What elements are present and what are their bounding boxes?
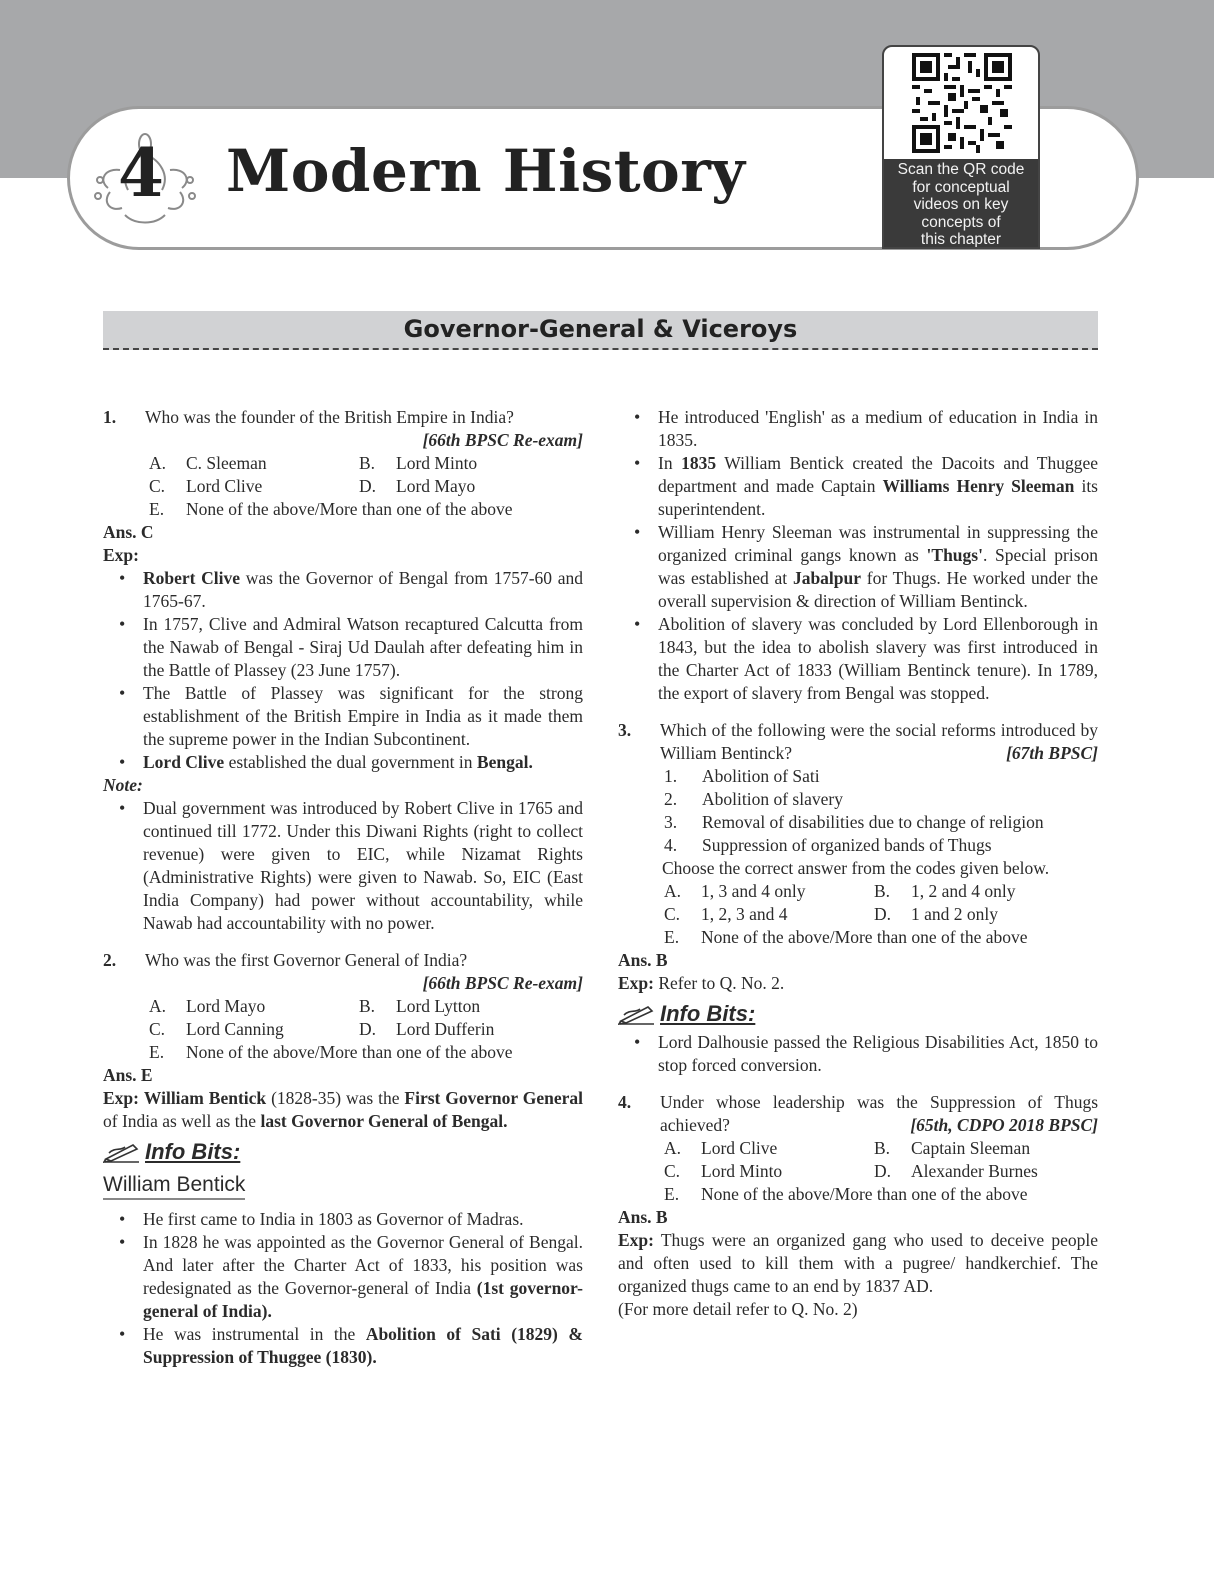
text: Under whose leadership was the Suppression of Thugs achieved? bbox=[660, 1092, 1098, 1135]
info-bits-title: Info Bits: bbox=[145, 1138, 241, 1164]
explanation-label: Exp: bbox=[103, 545, 139, 565]
question-source: [67th BPSC] bbox=[1006, 743, 1098, 763]
question-number: 1. bbox=[103, 407, 117, 427]
question-1 bbox=[103, 406, 583, 429]
option-d bbox=[874, 903, 1084, 926]
answer: Ans. B bbox=[618, 950, 668, 970]
question-source: [65th, CDPO 2018 BPSC] bbox=[910, 1115, 1098, 1135]
chapter-title: Modern History bbox=[226, 137, 746, 205]
option-a bbox=[149, 995, 359, 1018]
option-e bbox=[664, 926, 1098, 949]
explanation-list bbox=[103, 567, 583, 774]
option-letter: C. bbox=[149, 1019, 166, 1039]
text: (1828-35) was the bbox=[266, 1088, 405, 1108]
left-column bbox=[103, 406, 583, 1369]
info-bits-heading bbox=[103, 1139, 583, 1163]
option-letter: C. bbox=[664, 1161, 681, 1181]
option-text: None of the above/More than one of the above bbox=[186, 499, 513, 519]
text: Which of the following were the social reforms introduced by William Bentinck? bbox=[660, 720, 1098, 763]
option-letter: A. bbox=[149, 996, 167, 1016]
option-text: C. Sleeman bbox=[186, 453, 267, 473]
option-text: None of the above/More than one of the above bbox=[701, 927, 1028, 947]
explanation bbox=[618, 972, 1098, 995]
qr-caption-line: concepts of bbox=[921, 213, 1001, 231]
text: . Special prison was established at bbox=[658, 545, 1098, 588]
statement-text: Suppression of organized bands of Thugs bbox=[702, 835, 992, 855]
statement-number: 1. bbox=[664, 766, 678, 786]
bold-text: Robert Clive bbox=[143, 568, 241, 588]
question-text: Who was the first Governor General of India? bbox=[145, 950, 468, 970]
option-letter: D. bbox=[359, 1019, 377, 1039]
text: In bbox=[658, 453, 682, 473]
option-a bbox=[664, 1137, 874, 1160]
text: of India as well as the bbox=[103, 1111, 261, 1131]
list-item: • He first came to India in 1803 as Governor of Madras. bbox=[103, 1208, 583, 1231]
bold-text: First Governor General bbox=[404, 1088, 584, 1108]
statement-text: Abolition of Sati bbox=[702, 766, 820, 786]
question-text: Who was the founder of the British Empire in India? bbox=[145, 407, 514, 427]
bold-text: Abolition of Sati (1829) bbox=[365, 1324, 558, 1344]
bold-text: last Governor General of Bengal. bbox=[260, 1111, 508, 1131]
option-e bbox=[149, 498, 583, 521]
bold-text: & Suppression of Thuggee (1830). bbox=[143, 1324, 583, 1367]
pen-icon bbox=[618, 1001, 656, 1025]
list-item: • Abolition of slavery was concluded by Lord Ellenborough in 1843, but the idea to abolish slavery was first introduced in the Charter Act of 1833 (William Bentinck tenure). In 1789, the export of slavery from Bengal was stopped. bbox=[618, 613, 1098, 705]
list-item bbox=[103, 751, 583, 774]
text: William Henry Sleeman was instrumental in suppressing the organized criminal gangs known as bbox=[658, 522, 1098, 565]
question-4 bbox=[618, 1091, 1098, 1137]
qr-code-icon[interactable] bbox=[912, 53, 1012, 153]
option-text: Captain Sleeman bbox=[911, 1138, 1031, 1158]
question-number: 3. bbox=[618, 720, 632, 740]
bold-text: Bengal. bbox=[476, 752, 533, 772]
list-item: • He introduced 'English' as a medium of education in India in 1835. bbox=[618, 406, 1098, 452]
question-text bbox=[660, 1091, 1098, 1137]
pen-icon bbox=[103, 1139, 141, 1163]
bold-text: 'Thugs' bbox=[926, 545, 983, 565]
option-c bbox=[664, 1160, 874, 1183]
bold-text: Lord Clive bbox=[143, 752, 225, 772]
option-letter: C. bbox=[149, 476, 166, 496]
option-d bbox=[359, 475, 569, 498]
statement-number: 2. bbox=[664, 789, 678, 809]
question-source: [66th BPSC Re-exam] bbox=[422, 973, 583, 993]
list-item bbox=[618, 521, 1098, 613]
text: Thugs were an organized gang who used to deceive people and often used to kill them with a pugree/ handkerchief. The organized thugs came to an end by 1837 AD. bbox=[618, 1230, 1098, 1296]
question-2 bbox=[103, 949, 583, 972]
list-item: • Lord Dalhousie passed the Religious Disabilities Act, 1850 to stop forced conversion. bbox=[618, 1031, 1098, 1077]
option-c bbox=[149, 475, 359, 498]
option-text: Lord Mayo bbox=[396, 476, 476, 496]
option-text: Lord Mayo bbox=[186, 996, 266, 1016]
option-c bbox=[149, 1018, 359, 1041]
option-letter: E. bbox=[664, 927, 680, 947]
explanation-label: Exp: bbox=[103, 1088, 139, 1108]
text: Refer to Q. No. 2. bbox=[653, 973, 785, 993]
list-item bbox=[103, 1231, 583, 1323]
qr-caption-line: videos on key bbox=[913, 196, 1009, 213]
info-list bbox=[103, 1208, 583, 1369]
explanation bbox=[103, 1087, 583, 1133]
explanation-label: Exp: bbox=[618, 1230, 654, 1250]
statement-number: 3. bbox=[664, 812, 678, 832]
section-title: Governor-General & Viceroys bbox=[403, 315, 798, 343]
option-text: Lord Clive bbox=[186, 476, 263, 496]
options bbox=[149, 995, 583, 1064]
subheading: William Bentick bbox=[103, 1173, 245, 1200]
question-3 bbox=[618, 719, 1098, 765]
text: its superintendent. bbox=[658, 476, 1098, 519]
option-letter: C. bbox=[664, 904, 681, 924]
list-item: • Dual government was introduced by Robert Clive in 1765 and continued till 1772. Under this Diwani Rights (right to collect revenue) were given to EIC, while Nizamat Rights (Administrative Rights) were given to Nawab. So, EIC (East India Company) had power without accountability, while Nawab had accountability with no power. bbox=[103, 797, 583, 935]
qr-caption bbox=[884, 159, 1038, 249]
info-bits-heading bbox=[618, 1001, 1098, 1025]
chapter-number: 4 bbox=[118, 134, 164, 212]
section-header bbox=[103, 311, 1098, 350]
option-d bbox=[874, 1160, 1084, 1183]
statement-list bbox=[664, 765, 1098, 857]
option-text: None of the above/More than one of the above bbox=[701, 1184, 1028, 1204]
right-column bbox=[618, 406, 1098, 1321]
statement-3 bbox=[664, 811, 1098, 834]
answer: Ans. C bbox=[103, 522, 154, 542]
info-list bbox=[618, 1031, 1098, 1077]
option-letter: D. bbox=[874, 904, 892, 924]
option-b bbox=[359, 995, 569, 1018]
text: He was instrumental in the bbox=[143, 1324, 366, 1344]
question-source: [66th BPSC Re-exam] bbox=[422, 430, 583, 450]
option-text: Lord Clive bbox=[701, 1138, 778, 1158]
option-letter: B. bbox=[874, 1138, 891, 1158]
explanation-list bbox=[618, 406, 1098, 705]
option-b bbox=[359, 452, 569, 475]
qr-caption-line: for conceptual bbox=[912, 178, 1010, 196]
option-letter: D. bbox=[874, 1161, 892, 1181]
option-letter: A. bbox=[664, 1138, 682, 1158]
explanation-label: Exp: bbox=[618, 973, 654, 993]
text: for Thugs. He worked under the overall supervision & direction of William Bentinck. bbox=[658, 568, 1098, 611]
bold-text: William Bentick bbox=[143, 1088, 267, 1108]
statement-text: Abolition of slavery bbox=[702, 789, 843, 809]
info-bits-title: Info Bits: bbox=[660, 1000, 756, 1026]
option-text: Lord Dufferin bbox=[396, 1019, 495, 1039]
bold-text: Williams Henry Sleeman bbox=[882, 476, 1075, 496]
text: In 1828 he was appointed as the Governor General of Bengal. And later after the Charter Act of 1833, his position was redesignated as the Governor-general of India bbox=[143, 1232, 583, 1298]
question-number: 4. bbox=[618, 1092, 632, 1112]
list-item: • The Battle of Plassey was significant for the strong establishment of the British Empire in India as it made them the supreme power in the Indian Subcontinent. bbox=[103, 682, 583, 751]
statement-1 bbox=[664, 765, 1098, 788]
statement-number: 4. bbox=[664, 835, 678, 855]
option-letter: D. bbox=[359, 476, 377, 496]
option-d bbox=[359, 1018, 569, 1041]
statement-4 bbox=[664, 834, 1098, 857]
explanation bbox=[618, 1229, 1098, 1298]
more-detail-note: (For more detail refer to Q. No. 2) bbox=[618, 1299, 858, 1319]
option-letter: A. bbox=[149, 453, 167, 473]
text: established the dual government in bbox=[224, 752, 477, 772]
list-item bbox=[618, 452, 1098, 521]
option-text: Lord Canning bbox=[186, 1019, 284, 1039]
option-text: 1 and 2 only bbox=[911, 904, 999, 924]
option-e bbox=[664, 1183, 1098, 1206]
bold-text: (1st governor-general of India). bbox=[143, 1278, 583, 1321]
question-number: 2. bbox=[103, 950, 117, 970]
option-text: None of the above/More than one of the above bbox=[186, 1042, 513, 1062]
answer: Ans. E bbox=[103, 1065, 153, 1085]
option-b bbox=[874, 880, 1084, 903]
option-c bbox=[664, 903, 874, 926]
option-letter: A. bbox=[664, 881, 682, 901]
option-text: Lord Minto bbox=[701, 1161, 783, 1181]
bold-text: Jabalpur bbox=[792, 568, 862, 588]
option-letter: B. bbox=[359, 996, 376, 1016]
options bbox=[664, 1137, 1098, 1206]
text: was the Governor of Bengal from 1757-60 and 1765-67. bbox=[143, 568, 583, 611]
option-text: Lord Minto bbox=[396, 453, 478, 473]
option-letter: E. bbox=[149, 1042, 165, 1062]
list-item bbox=[103, 567, 583, 613]
qr-caption-line: Scan the QR code bbox=[897, 161, 1025, 178]
options bbox=[664, 880, 1098, 949]
option-text: 1, 3 and 4 only bbox=[701, 881, 806, 901]
option-letter: E. bbox=[149, 499, 165, 519]
bold-text: 1835 bbox=[681, 453, 717, 473]
option-a bbox=[149, 452, 359, 475]
option-text: 1, 2 and 4 only bbox=[911, 881, 1016, 901]
statement-text: Removal of disabilities due to change of religion bbox=[702, 812, 1044, 832]
option-b bbox=[874, 1137, 1084, 1160]
option-e bbox=[149, 1041, 583, 1064]
option-letter: E. bbox=[664, 1184, 680, 1204]
question-text bbox=[660, 719, 1098, 765]
list-item: • In 1757, Clive and Admiral Watson recaptured Calcutta from the Nawab of Bengal - Siraj Ud Daulah after defeating him in the Battle of Plassey (23 June 1757). bbox=[103, 613, 583, 682]
note-list bbox=[103, 797, 583, 935]
option-text: Lord Lytton bbox=[396, 996, 481, 1016]
option-a bbox=[664, 880, 874, 903]
qr-caption-line: this chapter bbox=[920, 231, 1002, 248]
option-letter: B. bbox=[874, 881, 891, 901]
qr-panel bbox=[882, 45, 1040, 249]
list-item bbox=[103, 1323, 583, 1369]
text: William Bentick created the Dacoits and Thuggee department and made Captain bbox=[658, 453, 1099, 496]
instructions: Choose the correct answer from the codes given below. bbox=[662, 858, 1050, 878]
statement-2 bbox=[664, 788, 1098, 811]
note-label: Note: bbox=[103, 775, 143, 795]
option-text: Alexander Burnes bbox=[911, 1161, 1038, 1181]
option-letter: B. bbox=[359, 453, 376, 473]
option-text: 1, 2, 3 and 4 bbox=[701, 904, 788, 924]
options bbox=[149, 452, 583, 521]
answer: Ans. B bbox=[618, 1207, 668, 1227]
